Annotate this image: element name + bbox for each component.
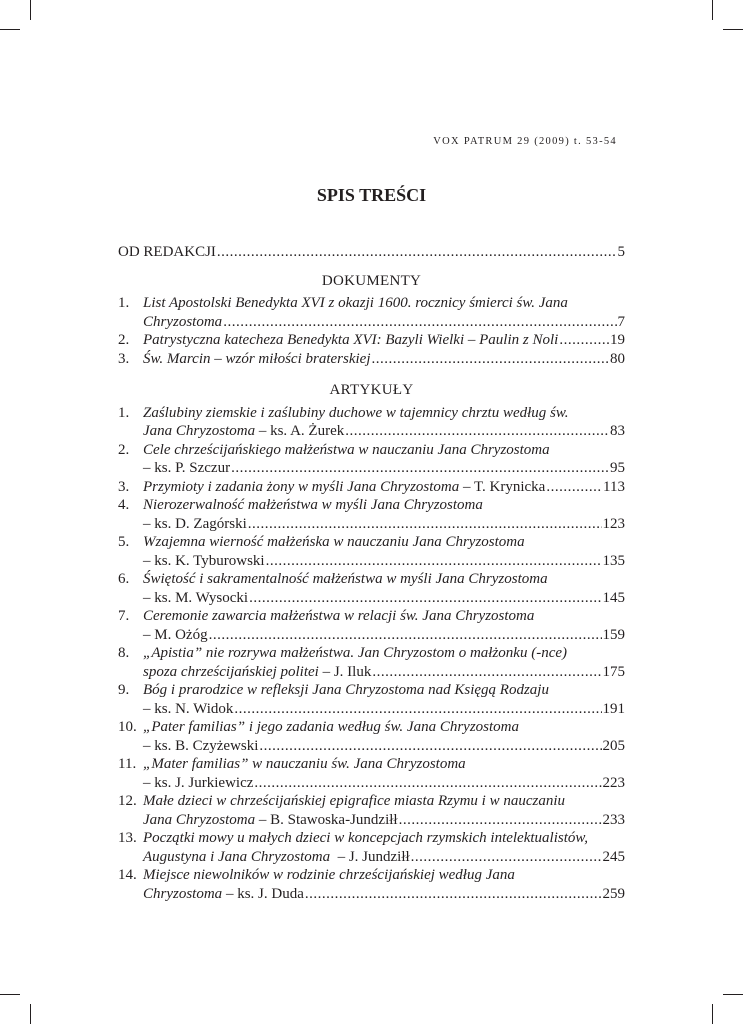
entry-body: [143, 294, 625, 331]
entry-number: 12.: [118, 793, 137, 809]
entry-line: [143, 626, 625, 645]
entry-body: [143, 533, 625, 570]
entry-line: [143, 589, 625, 608]
entry-author: – ks. M. Wysocki: [143, 589, 249, 606]
entry-author: – ks. A. Żurek: [255, 423, 345, 439]
entry-line: [143, 737, 625, 756]
page-title: SPIS TREŚCI: [316, 185, 427, 205]
toc-entry[interactable]: [118, 829, 625, 866]
entry-title: spoza chrześcijańskiej politei: [143, 663, 319, 680]
crop-mark: [30, 0, 31, 20]
entry-body: [143, 718, 625, 755]
entry-author: – J. Iluk: [318, 663, 372, 680]
page-number: 191: [602, 700, 625, 717]
entry-title: Przymioty i zadania żony w myśli Jana Chryzostoma: [143, 478, 460, 495]
page-number: 233: [602, 811, 625, 828]
entry-title: Wzajemna wierność małżeńska w nauczaniu Jana Chryzostoma: [143, 534, 525, 550]
entry-number: 2.: [118, 332, 130, 348]
entry-line: [143, 533, 625, 552]
entry-number: 5.: [118, 534, 130, 550]
entry-body: [143, 866, 625, 903]
entry-number: 1.: [118, 295, 130, 311]
entry-title: Miejsce niewolników w rodzinie chrześcijańskiej według Jana: [143, 867, 515, 883]
entry-author: – ks. P. Szczur: [143, 460, 231, 476]
page-number: 223: [602, 774, 625, 791]
entry-title: Augustyna i Jana Chryzostoma: [143, 848, 331, 865]
crop-mark: [712, 1004, 713, 1024]
entry-author: – J. Jundziłł: [330, 848, 410, 865]
entry-title: List Apostolski Benedykta XVI z okazji 1600. rocznicy śmierci św. Jana: [143, 295, 568, 311]
entry-line: [143, 331, 625, 350]
page-number: 113: [603, 478, 625, 495]
entry-body: [143, 441, 625, 478]
entry-line: [143, 885, 625, 904]
entry-body: [143, 496, 625, 533]
leader-dots: [266, 552, 602, 571]
entry-title: Małe dzieci w chrześcijańskiej epigrafice miasta Rzymu i w nauczaniu: [143, 793, 566, 809]
page-number: 80: [610, 350, 625, 367]
entry-line: [143, 441, 625, 460]
crop-mark: [0, 994, 20, 995]
toc-entry[interactable]: [118, 718, 625, 755]
crop-mark: [723, 994, 743, 995]
entry-line: [143, 700, 625, 719]
entry-title: Świętość i sakramentalność małżeństwa w myśli Jana Chryzostoma: [143, 571, 548, 587]
entry-line: [143, 848, 625, 867]
entry-line: [143, 829, 625, 848]
sections: [118, 272, 625, 904]
entry-number: 6.: [118, 571, 130, 587]
crop-mark: [723, 29, 743, 30]
entry-title: Chryzostoma: [143, 313, 223, 330]
table-of-contents: [118, 243, 625, 903]
toc-entry[interactable]: [118, 866, 625, 903]
entry-line: [143, 294, 625, 313]
toc-entry[interactable]: [118, 404, 625, 441]
entry-body: [143, 829, 625, 866]
page-number: 135: [602, 552, 625, 569]
crop-mark: [712, 0, 713, 20]
leader-dots: [305, 885, 602, 904]
entry-title: Chryzostoma: [143, 885, 223, 902]
entry-title: Św. Marcin – wzór miłości braterskiej: [143, 350, 371, 367]
leader-dots: [345, 422, 609, 441]
entry-body: [143, 644, 625, 681]
page-number: 83: [610, 423, 625, 439]
leader-dots: [546, 478, 602, 497]
entry-number: 13.: [118, 830, 137, 846]
entry-author: – ks. K. Tyburowski: [143, 552, 265, 569]
entry-number: 2.: [118, 441, 130, 458]
leader-dots: [559, 331, 609, 350]
entry-number: 7.: [118, 608, 130, 624]
entry-title: Zaślubiny ziemskie i zaślubiny duchowe w tajemnicy chrztu według św.: [143, 404, 569, 421]
entry-line: [143, 811, 625, 830]
toc-entry[interactable]: [118, 496, 625, 533]
toc-entry[interactable]: [118, 478, 625, 497]
entry-body: [143, 478, 625, 497]
entry-title: Patrystyczna katecheza Benedykta XVI: Bazyli Wielki – Paulin z Noli: [143, 332, 559, 348]
page-number: 5: [617, 244, 625, 260]
leader-dots: [254, 774, 601, 793]
leader-dots: [217, 243, 617, 262]
entry-author: – ks. J. Duda: [222, 885, 304, 902]
toc-entry[interactable]: [118, 294, 625, 331]
entry-body: [143, 350, 625, 369]
leader-dots: [248, 515, 602, 534]
entry-line: [143, 681, 625, 700]
entry-author: – T. Krynicka: [459, 478, 546, 495]
running-head: VOX PATRUM 29 (2009) t. 53-54: [433, 136, 617, 147]
entry-body: [143, 331, 625, 350]
leader-dots: [259, 737, 601, 756]
page-number: 205: [602, 737, 625, 754]
toc-entry[interactable]: [118, 644, 625, 681]
entry-line: [143, 866, 625, 885]
toc-entry[interactable]: [118, 533, 625, 570]
leader-dots: [399, 811, 602, 830]
entry-title: „Apistia” nie rozrywa małżeństwa. Jan Chryzostom o małżonku (-nce): [143, 645, 568, 661]
toc-entry[interactable]: [118, 350, 625, 369]
leader-dots: [209, 626, 602, 645]
entry-number: 10.: [118, 719, 137, 735]
page-number: 145: [602, 589, 625, 606]
entry-line: [143, 792, 625, 811]
leader-dots: [234, 700, 601, 719]
entry-author: – M. Ożóg: [143, 626, 208, 643]
entry-line: [143, 404, 625, 423]
page-number: 175: [602, 663, 625, 680]
leader-dots: [372, 663, 601, 682]
entry-title: Jana Chryzostoma: [143, 423, 256, 439]
entry-author: – ks. J. Jurkiewicz: [143, 774, 254, 791]
toc-entry[interactable]: [118, 441, 625, 478]
entry-number: 1.: [118, 404, 130, 421]
entry-line: [143, 718, 625, 737]
toc-entry[interactable]: [118, 607, 625, 644]
entry-number: 3.: [118, 350, 130, 367]
entry-line: [143, 552, 625, 571]
section-heading: DOKUMENTY: [321, 272, 422, 289]
entry-body: [143, 792, 625, 829]
entry-body: [143, 681, 625, 718]
entry-line: [143, 422, 625, 441]
entry-number: 11.: [118, 756, 137, 772]
entry-line: [143, 478, 625, 497]
page-number: 245: [602, 848, 625, 865]
crop-mark: [0, 29, 20, 30]
crop-mark: [30, 1004, 31, 1024]
toc-entry[interactable]: [118, 681, 625, 718]
intro-entry[interactable]: [118, 243, 625, 262]
entry-title: „Mater familias” w nauczaniu św. Jana Chryzostoma: [143, 756, 466, 772]
toc-entry[interactable]: [118, 570, 625, 607]
page-number: 159: [602, 626, 625, 643]
entry-body: [143, 755, 625, 792]
entry-title: Nierozerwalność małżeństwa w myśli Jana Chryzostoma: [143, 497, 483, 513]
leader-dots: [372, 350, 610, 369]
page-number: 7: [617, 313, 625, 330]
leader-dots: [231, 459, 609, 478]
entry-number: 8.: [118, 645, 130, 661]
spacer: [118, 368, 625, 371]
entry-body: [143, 404, 625, 441]
entry-line: [143, 459, 625, 478]
entry-author: – ks. D. Zagórski: [143, 515, 247, 532]
entry-line: [143, 774, 625, 793]
entry-line: [143, 313, 625, 332]
entry-title: Jana Chryzostoma: [143, 811, 256, 828]
entry-body: [143, 607, 625, 644]
entry-title: Początki mowy u małych dzieci w koncepcjach rzymskich intelektualistów,: [143, 830, 589, 846]
entry-title: Ceremonie zawarcia małżeństwa w relacji św. Jana Chryzostoma: [143, 608, 535, 624]
entry-number: 3.: [118, 478, 130, 495]
entry-line: [143, 644, 625, 663]
entry-author: – B. Stawoska-Jundziłł: [255, 811, 398, 828]
section-heading: ARTYKUŁY: [329, 382, 414, 398]
entry-title: „Pater familias” i jego zadania według św. Jana Chryzostoma: [143, 719, 519, 735]
entry-line: [143, 496, 625, 515]
entry-line: [143, 570, 625, 589]
toc-entry[interactable]: [118, 792, 625, 829]
leader-dots: [223, 313, 616, 332]
toc-entry[interactable]: [118, 755, 625, 792]
entry-line: [143, 515, 625, 534]
entry-line: [143, 607, 625, 626]
entry-author: – ks. B. Czyżewski: [143, 737, 259, 754]
toc-entry[interactable]: [118, 331, 625, 350]
leader-dots: [411, 848, 602, 867]
entry-body: [143, 570, 625, 607]
page-number: 95: [610, 460, 625, 476]
entry-line: [143, 663, 625, 682]
entry-number: 4.: [118, 497, 130, 513]
entry-line: [143, 350, 625, 369]
page-number: 19: [610, 332, 625, 348]
entry-title: Cele chrześcijańskiego małżeństwa w nauczaniu Jana Chryzostoma: [143, 441, 550, 458]
entry-number: 9.: [118, 682, 130, 698]
leader-dots: [249, 589, 601, 608]
intro-label: OD REDAKCJI: [118, 244, 216, 260]
entry-author: – ks. N. Widok: [143, 700, 234, 717]
entry-title: Bóg i prarodzice w refleksji Jana Chryzostoma nad Księgą Rodzaju: [143, 682, 549, 698]
entry-line: [143, 755, 625, 774]
page-number: 259: [602, 885, 625, 902]
page-number: 123: [602, 515, 625, 532]
entry-number: 14.: [118, 867, 137, 883]
